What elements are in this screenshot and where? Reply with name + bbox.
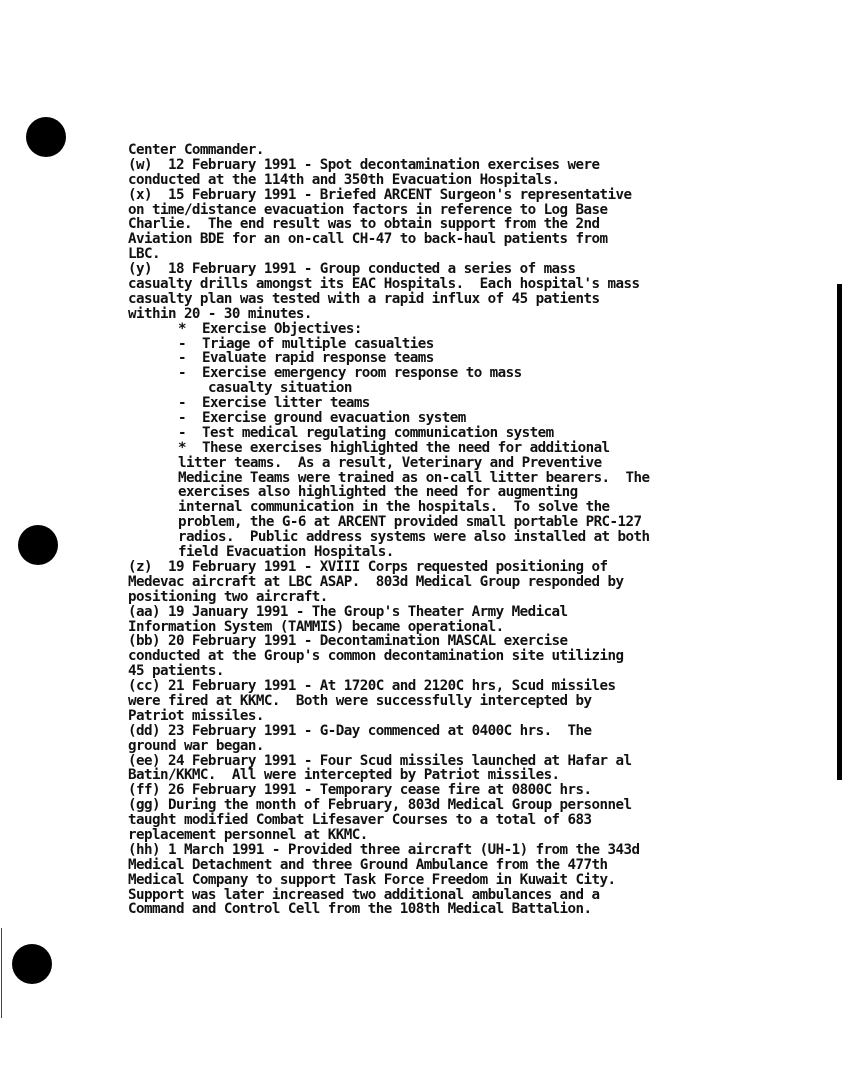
list-item: - Triage of multiple casualties (178, 335, 434, 352)
text-line: (y) 18 February 1991 - Group conducted a series of mass (128, 261, 576, 278)
text-line: Medical Detachment and three Ground Ambulance from the 477th (128, 856, 608, 873)
list-item-continuation: Medicine Teams were trained as on-call litter bearers. The (178, 469, 650, 486)
text-line: Patriot missiles. (128, 707, 264, 724)
text-line: ground war began. (128, 737, 264, 754)
list-item-continuation: problem, the G-6 at ARCENT provided small portable PRC-127 (178, 514, 642, 531)
text-line: (ee) 24 February 1991 - Four Scud missiles launched at Hafar al (128, 752, 632, 769)
list-item: - Exercise litter teams (178, 395, 370, 412)
text-line: (bb) 20 February 1991 - Decontamination MASCAL exercise (128, 633, 568, 650)
list-item-continuation: radios. Public address systems were also installed at both (178, 529, 650, 546)
list-item-continuation: exercises also highlighted the need for augmenting (178, 484, 578, 501)
text-line: (z) 19 February 1991 - XVIII Corps requested positioning of (128, 558, 608, 575)
text-line: Information System (TAMMIS) became operational. (128, 618, 504, 635)
list-item: * These exercises highlighted the need for additional (178, 439, 610, 456)
text-line: (gg) During the month of February, 803d Medical Group personnel (128, 797, 632, 814)
text-line: conducted at the Group's common decontamination site utilizing (128, 648, 624, 665)
binder-hole-bottom (12, 944, 52, 984)
text-line: within 20 - 30 minutes. (128, 305, 312, 322)
scan-edge-line (1, 928, 2, 1018)
text-line: taught modified Combat Lifesaver Courses to a total of 683 (128, 812, 592, 829)
text-line: 45 patients. (128, 663, 224, 680)
text-line: (w) 12 February 1991 - Spot decontamination exercises were (128, 156, 600, 173)
text-line: on time/distance evacuation factors in reference to Log Base (128, 201, 608, 218)
text-line: replacement personnel at KKMC. (128, 826, 368, 843)
text-line: casualty drills amongst its EAC Hospitals. Each hospital's mass (128, 276, 640, 293)
list-item-continuation: internal communication in the hospitals. To solve the (178, 499, 610, 516)
text-line: Charlie. The end result was to obtain support from the 2nd (128, 216, 600, 233)
text-line: (ff) 26 February 1991 - Temporary cease fire at 0800C hrs. (128, 782, 592, 799)
list-item-continuation: litter teams. As a result, Veterinary and Preventive (178, 454, 602, 471)
text-line: Aviation BDE for an on-call CH-47 to back-haul patients from (128, 231, 608, 248)
list-item: * Exercise Objectives: (178, 320, 362, 337)
binder-hole-middle (18, 525, 58, 565)
text-line: positioning two aircraft. (128, 588, 328, 605)
binder-hole-top (26, 117, 66, 157)
text-line: (cc) 21 February 1991 - At 1720C and 2120C hrs, Scud missiles (128, 678, 616, 695)
list-item-continuation: casualty situation (208, 380, 352, 397)
text-line: Command and Control Cell from the 108th Medical Battalion. (128, 901, 592, 918)
text-line: conducted at the 114th and 350th Evacuation Hospitals. (128, 171, 560, 188)
list-item: - Evaluate rapid response teams (178, 350, 434, 367)
text-line: Center Commander. (128, 142, 264, 158)
list-item-continuation: field Evacuation Hospitals. (178, 544, 394, 561)
text-line: (hh) 1 March 1991 - Provided three aircraft (UH-1) from the 343d (128, 841, 640, 858)
text-line: Medical Company to support Task Force Freedom in Kuwait City. (128, 871, 616, 888)
text-line: Support was later increased two additional ambulances and a (128, 886, 600, 903)
text-line (128, 917, 840, 932)
list-item: - Exercise emergency room response to mass (178, 365, 522, 382)
text-line: (dd) 23 February 1991 - G-Day commenced at 0400C hrs. The (128, 722, 592, 739)
text-line: Medevac aircraft at LBC ASAP. 803d Medical Group responded by (128, 573, 624, 590)
text-line: Batin/KKMC. All were intercepted by Patriot missiles. (128, 767, 560, 784)
text-line: (aa) 19 January 1991 - The Group's Theater Army Medical (128, 603, 568, 620)
document-body (128, 143, 840, 932)
text-line: (x) 15 February 1991 - Briefed ARCENT Surgeon's representative (128, 186, 632, 203)
text-line: were fired at KKMC. Both were successfully intercepted by (128, 692, 592, 709)
text-line: casualty plan was tested with a rapid influx of 45 patients (128, 290, 600, 307)
list-item: - Test medical regulating communication system (178, 424, 554, 441)
text-line: LBC. (128, 246, 160, 263)
list-item: - Exercise ground evacuation system (178, 410, 466, 427)
